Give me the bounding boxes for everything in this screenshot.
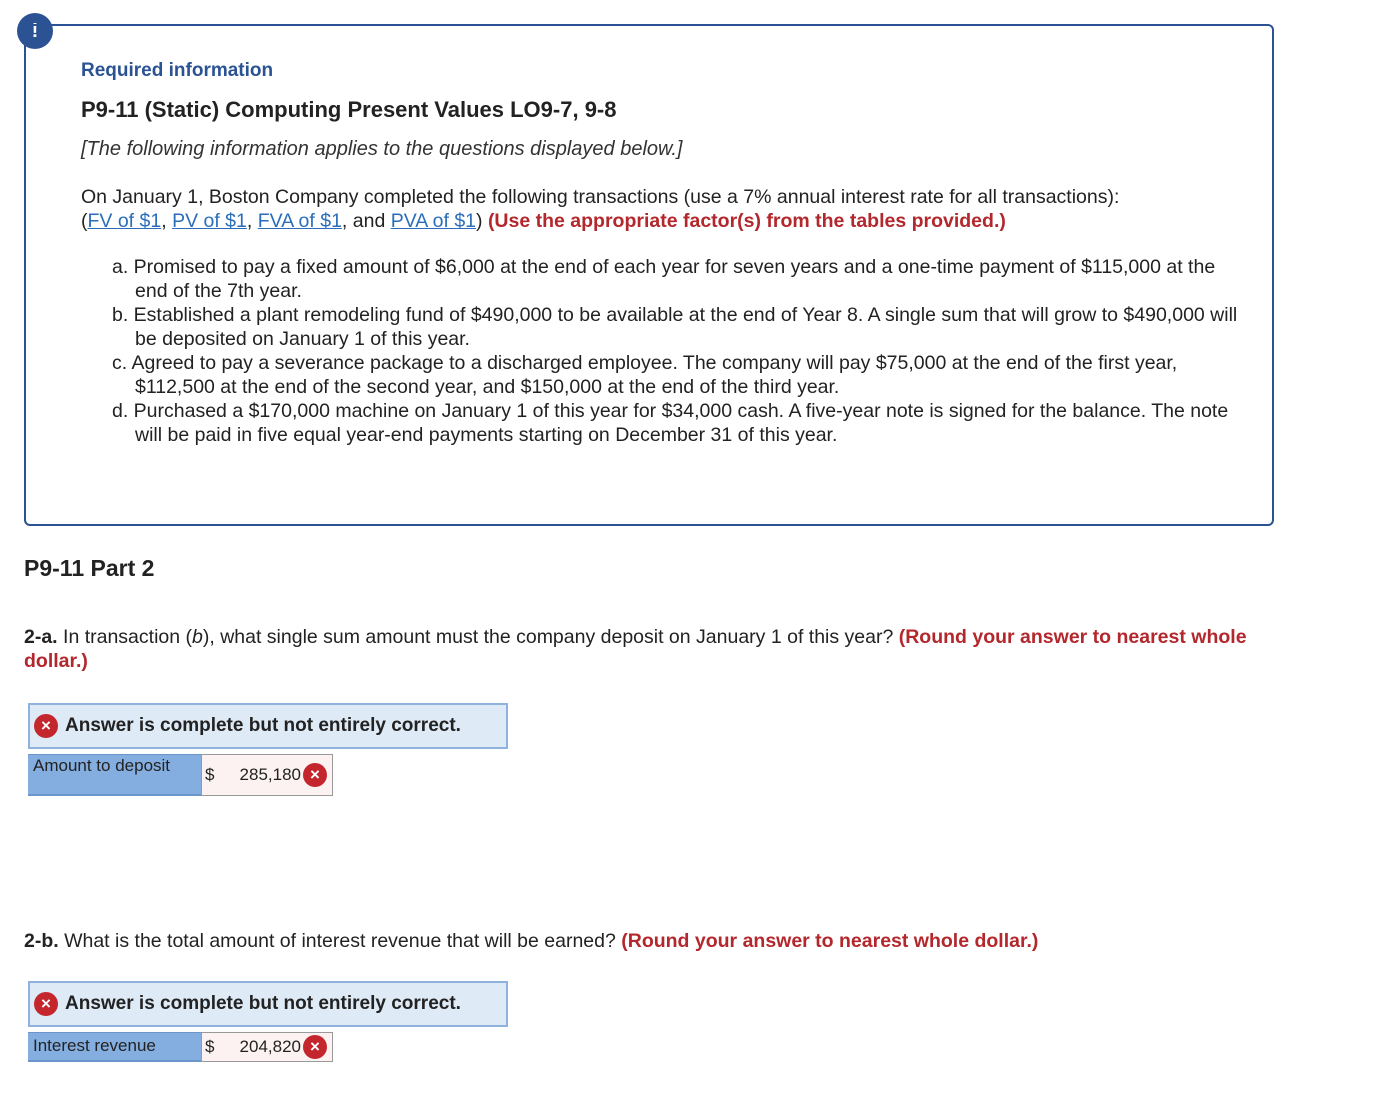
answer-row-label: Interest revenue [28,1032,201,1062]
answer-row [28,754,333,796]
transactions-list [112,255,1242,447]
transaction-item: b. Established a plant remodeling fund of $490,000 to be available at the end of Year 8. A single sum that will grow to $490,000 will be deposited on January 1 of this year. [112,304,1238,350]
question-text: In transaction ( [57,626,193,648]
part-title: P9-11 Part 2 [24,555,155,581]
incorrect-icon: × [34,714,58,738]
round-note: (Round your answer to nearest whole dollar.) [24,626,1247,672]
incorrect-icon: × [303,763,327,787]
separator: , [246,210,258,232]
info-alert-icon: ! [17,13,53,49]
answer-status-banner [28,703,508,749]
answer-status-text: Answer is complete but not entirely correct. [65,993,461,1014]
intro-paragraph [81,185,1241,233]
problem-title: P9-11 (Static) Computing Present Values LO9-7, 9-8 [81,97,617,122]
intro-text: On January 1, Boston Company completed the following transactions (use a 7% annual interest rate for all transactions): [81,186,1120,208]
open-paren: ( [81,210,88,232]
fv-of-1-link[interactable]: FV of $1 [87,210,162,232]
question-number: 2-a. [24,626,58,648]
question-text: What is the total amount of interest revenue that will be earned? [58,930,622,952]
separator: , [161,210,173,232]
answer-value: 285,180 [239,765,301,784]
question-emphasis: b [192,626,203,648]
factor-note: (Use the appropriate factor(s) from the tables provided.) [487,210,1006,232]
incorrect-icon: × [303,1035,327,1059]
question-2b [24,929,1264,953]
transaction-item: c. Agreed to pay a severance package to a discharged employee. The company will pay $75,000 at the end of the first year, $112,500 at the end of the second year, and $150,000 at the end of the third year. [112,352,1178,398]
answer-status-text: Answer is complete but not entirely correct. [65,715,461,736]
close-paren: ) [476,210,488,232]
incorrect-icon: × [34,992,58,1016]
interest-revenue-field[interactable] [201,1032,333,1062]
round-note: (Round your answer to nearest whole dollar.) [621,930,1039,952]
currency-symbol: $ [205,765,215,784]
answer-row [28,1032,333,1062]
transaction-item: d. Purchased a $170,000 machine on January 1 of this year for $34,000 cash. A five-year note is signed for the balance. The note will be paid in five equal year-end payments starting on December 31 of this year. [112,400,1229,446]
required-information-label: Required information [81,60,274,81]
amount-to-deposit-field[interactable] [201,754,333,796]
question-text: ), what single sum amount must the company deposit on January 1 of this year? [202,626,899,648]
answer-row-label: Amount to deposit [28,754,201,796]
transaction-item: a. Promised to pay a fixed amount of $6,000 at the end of each year for seven years and a one-time payment of $115,000 at the end of the 7th year. [112,256,1216,302]
pva-of-1-link[interactable]: PVA of $1 [390,210,477,232]
question-number: 2-b. [24,930,59,952]
question-2a [24,625,1264,673]
fva-of-1-link[interactable]: FVA of $1 [257,210,342,232]
answer-status-banner [28,981,508,1027]
answer-value: 204,820 [239,1037,301,1056]
pv-of-1-link[interactable]: PV of $1 [172,210,247,232]
applies-note: [The following information applies to the questions displayed below.] [81,138,683,160]
separator: , and [341,210,391,232]
currency-symbol: $ [205,1037,215,1056]
